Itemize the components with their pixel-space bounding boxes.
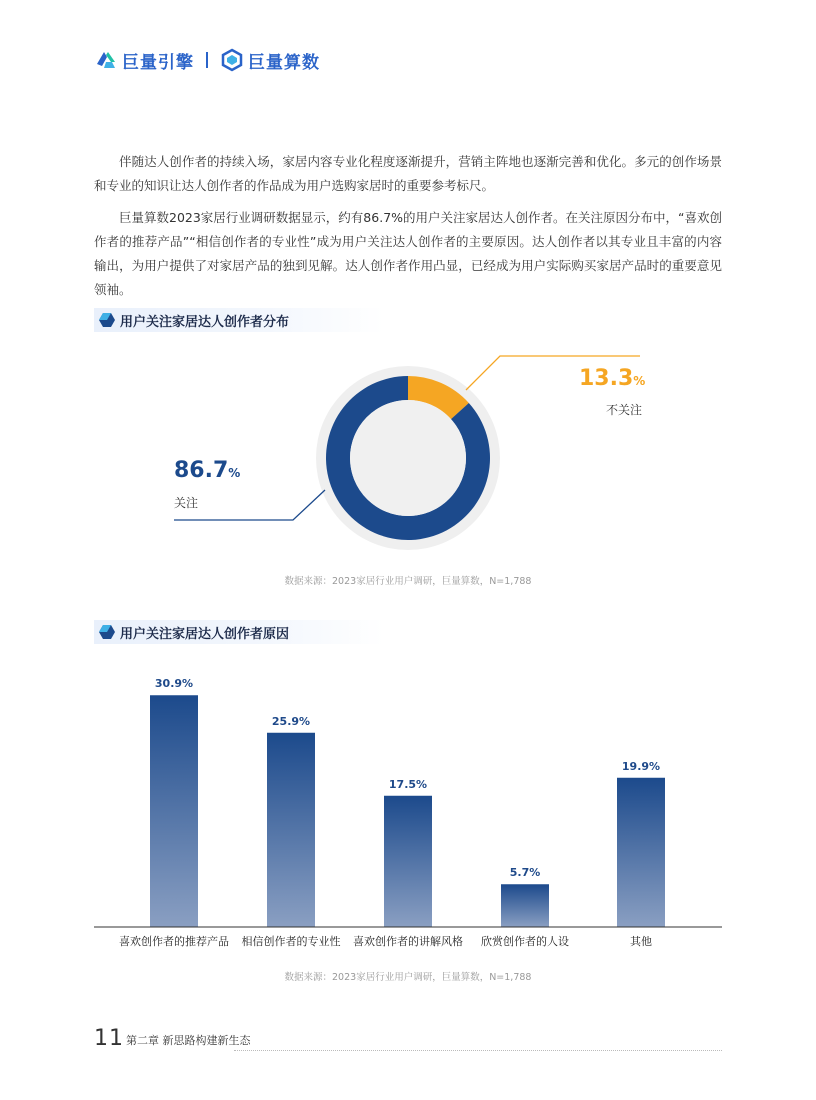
source-note-1: 数据来源：2023家居行业用户调研，巨量算数，N=1,788 (284, 576, 532, 587)
section-title-text: 用户关注家居达人创作者分布 (120, 314, 290, 330)
donut-unit-not-follow: % (633, 374, 646, 388)
brand-juliang-suanshu: 巨量算数 (248, 52, 320, 73)
donut-category-follow: 关注 (174, 496, 199, 510)
bar-category-label: 其他 (630, 935, 652, 948)
bar-category-label: 相信创作者的专业性 (241, 935, 341, 948)
bar-category-label: 欣赏创作者的人设 (481, 935, 569, 948)
section-title-text: 用户关注家居达人创作者原因 (120, 626, 290, 642)
bar-value-label: 25.9% (271, 714, 311, 728)
intro-paragraph-1: 伴随达人创作者的持续入场，家居内容专业化程度逐渐提升，营销主阵地也逐渐完善和优化。多元的创作场景和专业的知识让达人创作者的作品成为用户选购家居时的重要参考标尺。 (94, 154, 722, 193)
section-hexagon-icon (99, 625, 115, 639)
bar-value-label: 17.5% (388, 777, 428, 791)
donut-value-not-follow: 13.3 (579, 366, 634, 391)
footer-divider (234, 1050, 722, 1051)
donut-center (350, 400, 466, 516)
brand-divider (206, 52, 208, 68)
brand-juliang-engine: 巨量引擎 (122, 52, 194, 73)
donut-chart (0, 340, 816, 570)
header-logos (94, 46, 320, 74)
bar-2 (267, 733, 315, 927)
juliang-engine-logo-icon (94, 48, 118, 72)
bar-chart (0, 660, 816, 950)
section-title-distribution (94, 308, 384, 332)
bar-category-label: 喜欢创作者的讲解风格 (353, 935, 463, 948)
donut-label-follow (174, 458, 240, 483)
bar-value-label: 19.9% (621, 759, 661, 773)
bar-3 (384, 796, 432, 927)
bar-4 (501, 884, 549, 927)
donut-label-not-follow (579, 366, 645, 391)
intro-paragraph-2: 巨量算数2023家居行业调研数据显示，约有86.7%的用户关注家居达人创作者。在关注原因分布中，“喜欢创作者的推荐产品”“相信创作者的专业性”成为用户关注达人创作者的主要原因。达人创作者以其专业且丰富的内容输出，为用户提供了对家居产品的独到见解。达人创作者作用凸显，已经成为用户实际购买家居产品时的重要意见领袖。 (94, 210, 722, 297)
page-footer (94, 1026, 722, 1052)
juliang-suanshu-logo-icon (220, 48, 244, 72)
bar-5 (617, 778, 665, 927)
bar-1 (150, 695, 198, 927)
page-number: 11 (94, 1026, 124, 1051)
donut-value-follow: 86.7 (174, 458, 229, 483)
bar-value-label: 30.9% (154, 677, 194, 691)
section-title-reasons (94, 620, 384, 644)
donut-category-not-follow: 不关注 (606, 403, 643, 417)
donut-unit-follow: % (228, 466, 241, 480)
chapter-title: 第二章 新思路构建新生态 (126, 1034, 251, 1047)
section-hexagon-icon (99, 313, 115, 327)
bar-value-label: 5.7% (509, 866, 541, 880)
bar-category-label: 喜欢创作者的推荐产品 (119, 935, 229, 948)
source-note-2: 数据来源：2023家居行业用户调研，巨量算数，N=1,788 (284, 972, 532, 983)
